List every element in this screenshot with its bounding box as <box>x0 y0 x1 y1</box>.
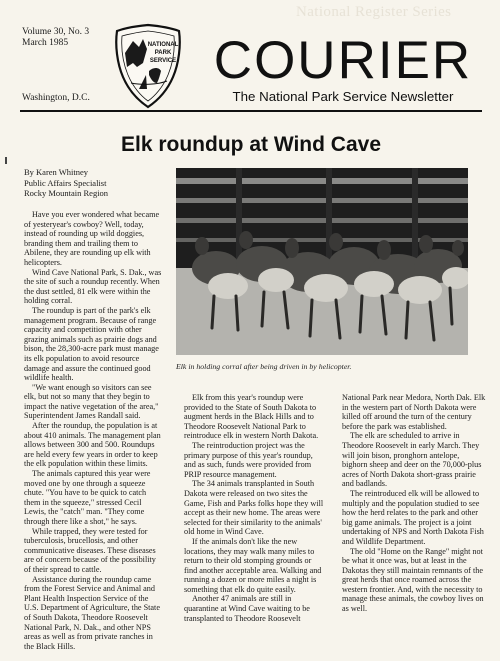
emblem-word-park: PARK <box>154 50 172 56</box>
paragraph: The reintroduction project was the primary purpose of this year's roundup, and as such, funds were provided from PRIP resource management. <box>184 440 313 479</box>
paragraph: The reintroduced elk will be allowed to multiply and the population studied to see how the herd relates to the park and other big game animals. The project is a joint undertaking of NPS and North Dakota Fish and Wildlife Department. <box>342 488 484 546</box>
article-column-1 <box>24 210 164 651</box>
byline-region: Rocky Mountain Region <box>24 188 109 198</box>
dateline-place: Washington, D.C. <box>22 93 90 103</box>
nps-arrowhead-logo <box>113 23 183 109</box>
faded-header-text: National Register Series <box>296 4 452 20</box>
paragraph: The roundup is part of the park's elk management program. Because of range capacity and competition with other grazing animals such as prairie dogs and bison, the 28,300-acre park must manage its elk population to avoid resource damage and assure the continued good wildlife health. <box>24 305 159 383</box>
article-headline: Elk roundup at Wind Cave <box>121 133 381 156</box>
elk-corral-photo <box>176 168 468 355</box>
byline-author: By Karen Whitney <box>24 167 89 177</box>
issue-info <box>22 27 89 49</box>
paragraph: Assistance during the roundup came from the Forest Service and Animal and Plant Health Inspection Service of the U.S. Department of Agriculture, the State of South Dakota, Theodore Roosevelt National Park, N. Dak., and other NPS areas as well as from private ranches in the Black Hills. <box>24 574 160 651</box>
paragraph: After the roundup, the population is at about 410 animals. The management plan allows between 300 and 500. Roundups are held every few years in order to keep the elk population within these limits. <box>24 421 161 469</box>
paragraph: The animals captured this year were moved one by one through a squeeze chute. "You have to be quick to catch them in the squeeze," stressed Cecil Lewis, the "catch" man. "They come through there like a shot," he says. <box>24 469 151 526</box>
paragraph: "We want enough so visitors can see elk, but not so many that they begin to impact the native vegetation of the area," Superintendent James Randall said. <box>24 382 159 421</box>
issue-date: March 1985 <box>22 38 69 48</box>
paragraph: The old "Home on the Range" might not be what it once was, but at least in the Dakotas they still maintain remnants of the great herds that once roamed across the western frontier. And, with the necessity to manage these animals, the cowboy lives on as well. <box>342 546 484 614</box>
newsletter-subtitle: The National Park Service Newsletter <box>232 89 454 104</box>
article-column-3 <box>342 393 486 614</box>
margin-mark <box>5 157 7 164</box>
emblem-word-service: SERVICE <box>149 58 177 64</box>
paragraph: The 34 animals transplanted in South Dakota were released on two sites the Game, Fish and Parks folks hope they will accept as their new home. The areas were selected for their similarity to the animals' old home in Wind Cave. <box>184 479 324 537</box>
paragraph: The elk are scheduled to arrive in Theodore Roosevelt in early March. They will join bison, pronghorn antelope, bighorn sheep and deer on the 70,000-plus acres of North Dakota short-grass prairie and badlands. <box>342 431 482 489</box>
photo-caption: Elk in holding corral after being driven in by helicopter. <box>176 362 352 371</box>
masthead-rule <box>20 110 482 112</box>
volume-number: Volume 30, No. 3 <box>22 27 90 37</box>
paragraph: Have you ever wondered what became of yesteryear's cowboy? Well, today, instead of rounding up wild doggies, branding them and trailing them to Abilene, they are rounding up elk with helicopters. <box>24 210 160 267</box>
article-byline <box>24 167 164 199</box>
paragraph: National Park near Medora, North Dak. Elk in the western part of North Dakota were killed off around the turn of the century before the park was established. <box>342 393 486 431</box>
paragraph: Wind Cave National Park, S. Dak., was the site of such a roundup recently. When the dust settled, 81 elk were within the holding corral. <box>24 267 162 306</box>
paragraph: Elk from this year's roundup were provided to the State of South Dakota to augment herds in the Black Hills and to Theodore Roosevelt National Park to reintroduce elk in western North Dakota. <box>184 393 319 441</box>
byline-role: Public Affairs Specialist <box>24 177 107 188</box>
newsletter-title: COURIER <box>213 31 473 90</box>
emblem-word-national: NATIONAL <box>147 42 179 48</box>
paragraph: If the animals don't like the new locations, they may walk many miles to return to their old stomping grounds or find another acceptable area. Walking and running a dozen or more miles a night is something that elk do quite easily. <box>184 536 322 594</box>
paragraph: While trapped, they were tested for tuberculosis, brucellosis, and other communicative diseases. These diseases are of concern because of the possibility of their spread to cattle. <box>24 526 156 574</box>
article-column-2 <box>184 393 326 623</box>
paragraph: Another 47 animals are still in quarantine at Wind Cave waiting to be transplanted to Theodore Roosevelt <box>184 594 310 623</box>
